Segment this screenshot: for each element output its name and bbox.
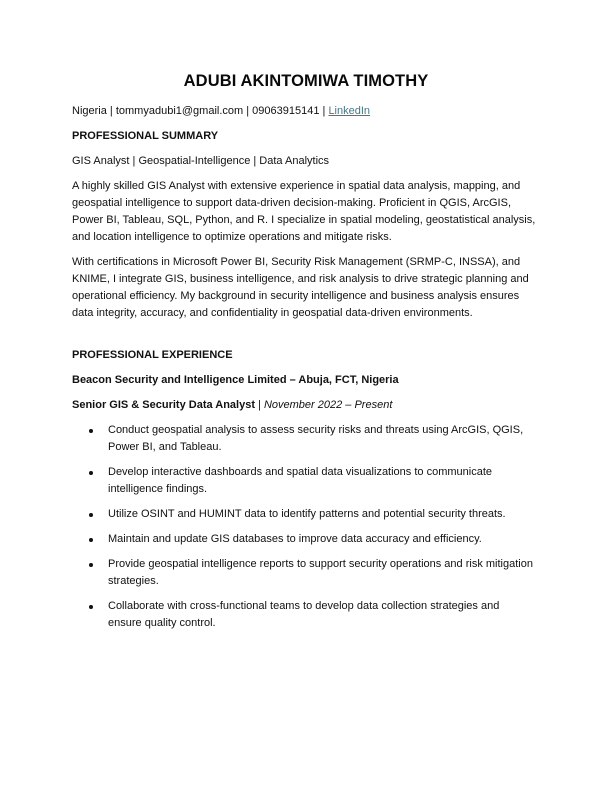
list-item: Utilize OSINT and HUMINT data to identify patterns and potential security threats.: [72, 506, 533, 523]
bullet-icon: [89, 605, 93, 609]
job-company: Beacon Security and Intelligence Limited – Abuja, FCT, Nigeria: [72, 374, 399, 386]
list-item: Collaborate with cross-functional teams to develop data collection strategies and ensure quality control.: [72, 598, 533, 632]
bullet-icon: [89, 471, 93, 475]
summary-paragraph-2: With certifications in Microsoft Power BI, Security Risk Management (SRMP-C, INSSA), and KNIME, I integrate GIS, business intelligence, and risk analysis to drive strategic planning and operational efficiency. My background in security intelligence and business analysis ensures data integrity, accuracy, and confidentiality in geospatial data-driven environments.: [72, 256, 529, 319]
job-responsibilities: [72, 422, 540, 640]
bullet-icon: [89, 563, 93, 567]
job-dates: November 2022 – Present: [263, 399, 393, 411]
job-title-line: Senior GIS & Security Data Analyst | November 2022 – Present: [72, 399, 393, 411]
experience-heading: PROFESSIONAL EXPERIENCE: [72, 349, 233, 361]
contact-email: tommyadubi1@gmail.com: [115, 105, 244, 117]
job-title: Senior GIS & Security Data Analyst: [72, 399, 255, 411]
bullet-icon: [89, 513, 93, 517]
contact-location: Nigeria: [72, 105, 107, 117]
summary-tagline: GIS Analyst | Geospatial-Intelligence | Data Analytics: [72, 155, 330, 167]
contact-phone: 09063915141: [252, 105, 320, 117]
list-item: Develop interactive dashboards and spatial data visualizations to communicate intelligence findings.: [72, 464, 533, 498]
list-item: Maintain and update GIS databases to improve data accuracy and efficiency.: [72, 531, 533, 548]
candidate-name: ADUBI AKINTOMIWA TIMOTHY: [183, 72, 429, 90]
bullet-icon: [89, 429, 93, 433]
linkedin-link[interactable]: LinkedIn: [328, 105, 371, 117]
list-item: Conduct geospatial analysis to assess security risks and threats using ArcGIS, QGIS, Power BI, and Tableau.: [72, 422, 533, 456]
summary-heading: PROFESSIONAL SUMMARY: [72, 130, 219, 142]
summary-paragraph-1: A highly skilled GIS Analyst with extensive experience in spatial data analysis, mapping, and geospatial intelligence to support data-driven decision-making. Proficient in QGIS, ArcGIS, Power BI, Tableau, SQL, Python, and R. I specialize in spatial modeling, geostatistical analysis, and location intelligence to optimize operations and mitigate risks.: [72, 180, 536, 243]
list-item: Provide geospatial intelligence reports to support security operations and risk mitigation strategies.: [72, 556, 533, 590]
contact-line: Nigeria | tommyadubi1@gmail.com | 09063915141 | LinkedIn: [72, 105, 371, 117]
bullet-icon: [89, 538, 93, 542]
